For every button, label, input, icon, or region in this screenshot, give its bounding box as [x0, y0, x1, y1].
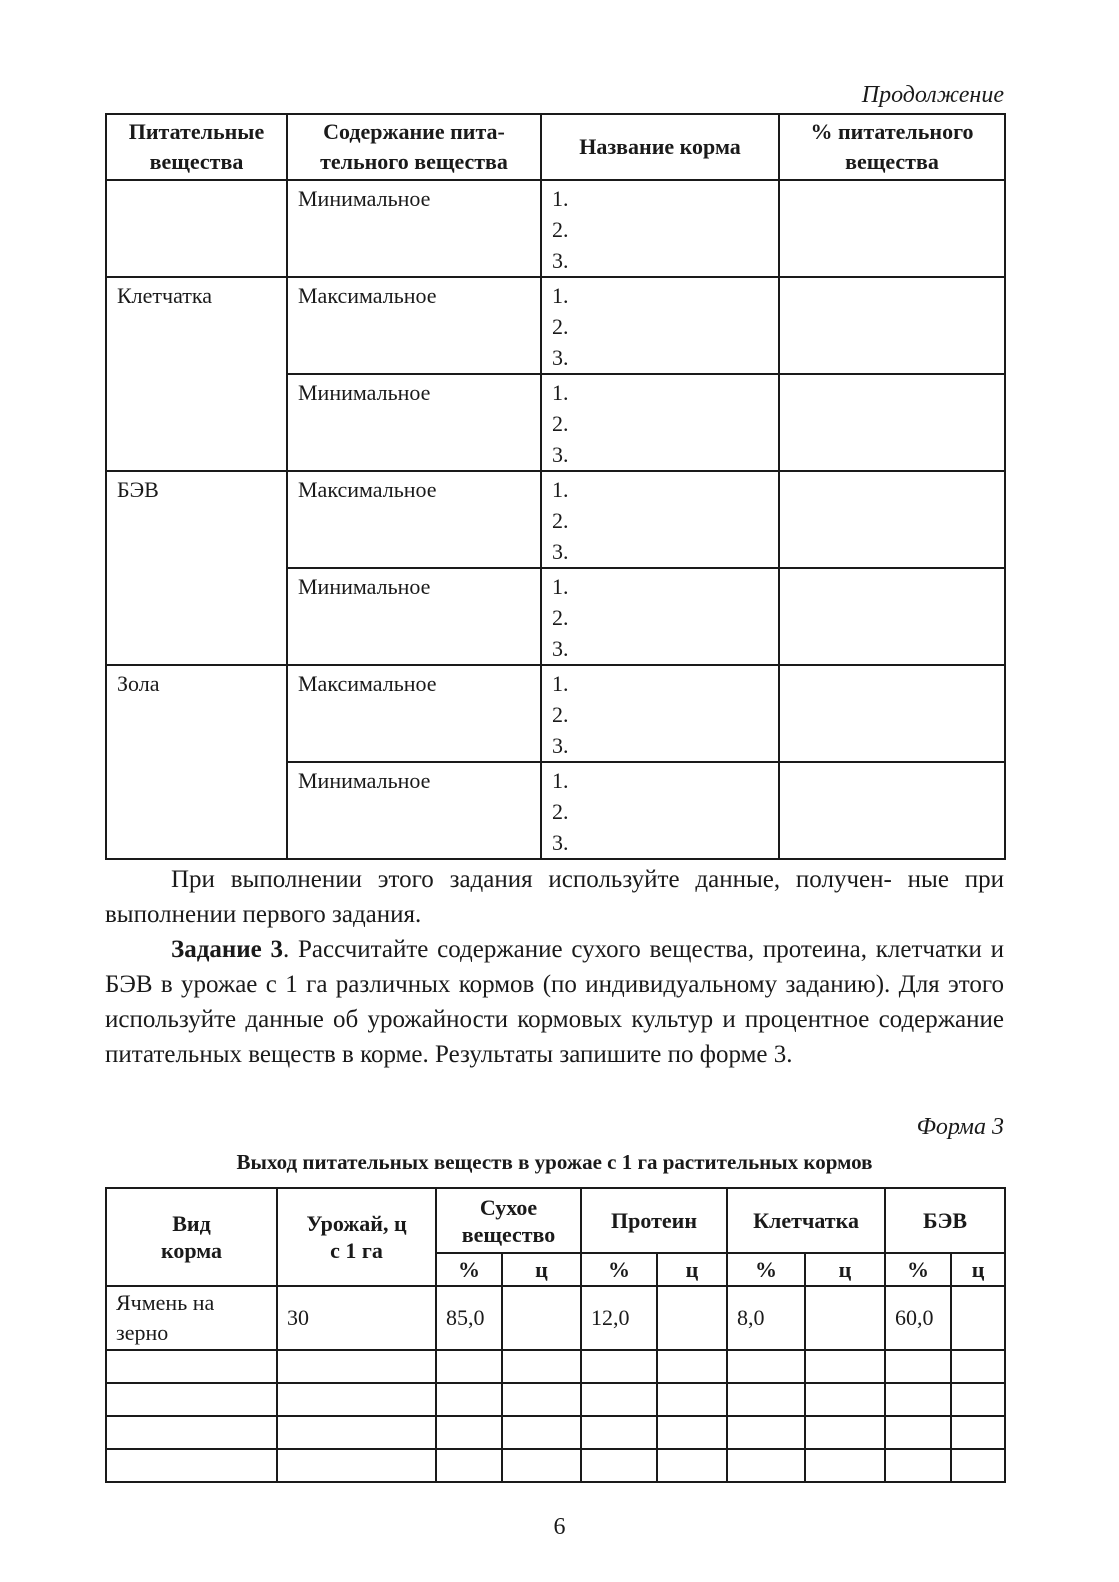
empty-cell[interactable] [106, 1449, 277, 1482]
percent-cell[interactable] [779, 762, 1005, 859]
empty-cell[interactable] [727, 1416, 805, 1449]
header-dry-matter: Сухое вещество [436, 1188, 581, 1253]
fiber-c-cell[interactable] [805, 1286, 885, 1350]
feed-name-cell[interactable]: 1. 2. 3. [541, 471, 779, 568]
empty-cell[interactable] [727, 1350, 805, 1383]
percent-cell[interactable] [779, 277, 1005, 374]
empty-cell[interactable] [502, 1449, 581, 1482]
header-feed-type: Вид корма [106, 1188, 277, 1286]
empty-cell[interactable] [805, 1350, 885, 1383]
empty-cell[interactable] [436, 1350, 502, 1383]
header-c: ц [502, 1253, 581, 1286]
header-pct: % [581, 1253, 657, 1286]
feed-name-cell[interactable]: 1. 2. 3. [541, 180, 779, 277]
header-fiber: Клетчатка [727, 1188, 885, 1253]
empty-cell[interactable] [727, 1383, 805, 1416]
header-nutrients: Питательные вещества [106, 114, 287, 180]
table2-caption: Выход питательных веществ в урожае с 1 га растительных кормов [236, 1150, 873, 1174]
continuation-label: Продолжение [861, 82, 1004, 108]
empty-cell[interactable] [885, 1383, 951, 1416]
feed-name-cell[interactable]: 1. 2. 3. [541, 374, 779, 471]
empty-cell[interactable] [436, 1416, 502, 1449]
level-cell: Максимальное [287, 277, 541, 374]
empty-cell[interactable] [657, 1449, 727, 1482]
nutrient-cell [106, 180, 287, 277]
header-feed-name: Название корма [541, 114, 779, 180]
empty-cell[interactable] [805, 1383, 885, 1416]
header-c: ц [657, 1253, 727, 1286]
empty-cell[interactable] [727, 1449, 805, 1482]
feed-cell: Ячмень на зерно [106, 1286, 277, 1350]
page-number: 6 [553, 1514, 566, 1540]
yield-cell: 30 [277, 1286, 436, 1350]
empty-cell[interactable] [805, 1449, 885, 1482]
feed-name-cell[interactable]: 1. 2. 3. [541, 665, 779, 762]
empty-cell[interactable] [581, 1383, 657, 1416]
header-yield: Урожай, ц с 1 га [277, 1188, 436, 1286]
empty-cell[interactable] [436, 1449, 502, 1482]
empty-cell[interactable] [657, 1416, 727, 1449]
level-cell: Минимальное [287, 374, 541, 471]
header-pct: % [436, 1253, 502, 1286]
empty-cell[interactable] [581, 1350, 657, 1383]
empty-cell[interactable] [951, 1416, 1005, 1449]
percent-cell[interactable] [779, 374, 1005, 471]
empty-cell[interactable] [436, 1383, 502, 1416]
empty-cell[interactable] [106, 1350, 277, 1383]
feed-name-cell[interactable]: 1. 2. 3. [541, 568, 779, 665]
empty-cell[interactable] [581, 1449, 657, 1482]
level-cell: Максимальное [287, 665, 541, 762]
empty-cell[interactable] [277, 1350, 436, 1383]
empty-cell[interactable] [502, 1383, 581, 1416]
feed-name-cell[interactable]: 1. 2. 3. [541, 762, 779, 859]
empty-cell[interactable] [581, 1416, 657, 1449]
header-protein: Протеин [581, 1188, 727, 1253]
table-row [106, 1449, 1005, 1482]
empty-cell[interactable] [106, 1383, 277, 1416]
nutrient-cell: Зола [106, 665, 287, 859]
form-label: Форма 3 [916, 1114, 1004, 1140]
empty-cell[interactable] [657, 1350, 727, 1383]
empty-cell[interactable] [657, 1383, 727, 1416]
task3-title: Задание 3 [171, 936, 284, 963]
empty-cell[interactable] [106, 1416, 277, 1449]
table-row [106, 180, 1005, 277]
table-header-row [106, 1188, 1005, 1253]
instruction-paragraph: При выполнении этого задания используйте данные, получен- ные при выполнении первого задания. [105, 866, 1005, 928]
percent-cell[interactable] [779, 180, 1005, 277]
empty-cell[interactable] [951, 1383, 1005, 1416]
table-row [106, 277, 1005, 374]
table-row [106, 1383, 1005, 1416]
table-row [106, 1350, 1005, 1383]
nfe-c-cell[interactable] [951, 1286, 1005, 1350]
header-nfe: БЭВ [885, 1188, 1005, 1253]
table-header-row [106, 114, 1005, 180]
level-cell: Минимальное [287, 568, 541, 665]
empty-cell[interactable] [885, 1449, 951, 1482]
header-c: ц [805, 1253, 885, 1286]
feed-name-cell[interactable]: 1. 2. 3. [541, 277, 779, 374]
nutrient-cell: Клетчатка [106, 277, 287, 471]
fiber-pct-cell: 8,0 [727, 1286, 805, 1350]
task3-paragraph: Задание 3. Рассчитайте содержание сухого вещества, протеина, клетчатки и БЭВ в урожае с 1 га различных кормов (по индивидуальному заданию). Для этого используйте данные об урожайности кормовых культур и процентное содержание питательных веществ в корме. Результаты запишите по форме 3. [105, 936, 1005, 1068]
table-row [106, 1416, 1005, 1449]
dry-matter-c-cell[interactable] [502, 1286, 581, 1350]
empty-cell[interactable] [885, 1416, 951, 1449]
nutrient-cell: БЭВ [106, 471, 287, 665]
table-row [106, 665, 1005, 762]
protein-pct-cell: 12,0 [581, 1286, 657, 1350]
empty-cell[interactable] [277, 1449, 436, 1482]
header-pct: % [727, 1253, 805, 1286]
nutrient-table [105, 113, 1006, 860]
empty-cell[interactable] [951, 1350, 1005, 1383]
protein-c-cell[interactable] [657, 1286, 727, 1350]
empty-cell[interactable] [502, 1416, 581, 1449]
header-content: Содержание пита- тельного вещества [287, 114, 541, 180]
level-cell: Минимальное [287, 762, 541, 859]
percent-cell[interactable] [779, 665, 1005, 762]
empty-cell[interactable] [805, 1416, 885, 1449]
nfe-pct-cell: 60,0 [885, 1286, 951, 1350]
empty-cell[interactable] [277, 1416, 436, 1449]
empty-cell[interactable] [502, 1350, 581, 1383]
percent-cell[interactable] [779, 471, 1005, 568]
level-cell: Минимальное [287, 180, 541, 277]
header-percent: % питательного вещества [779, 114, 1005, 180]
yield-table [105, 1187, 1006, 1483]
empty-cell[interactable] [885, 1350, 951, 1383]
level-cell: Максимальное [287, 471, 541, 568]
empty-cell[interactable] [277, 1383, 436, 1416]
percent-cell[interactable] [779, 568, 1005, 665]
table-row [106, 1286, 1005, 1350]
empty-cell[interactable] [951, 1449, 1005, 1482]
header-pct: % [885, 1253, 951, 1286]
dry-matter-pct-cell: 85,0 [436, 1286, 502, 1350]
header-c: ц [951, 1253, 1005, 1286]
table-row [106, 471, 1005, 568]
